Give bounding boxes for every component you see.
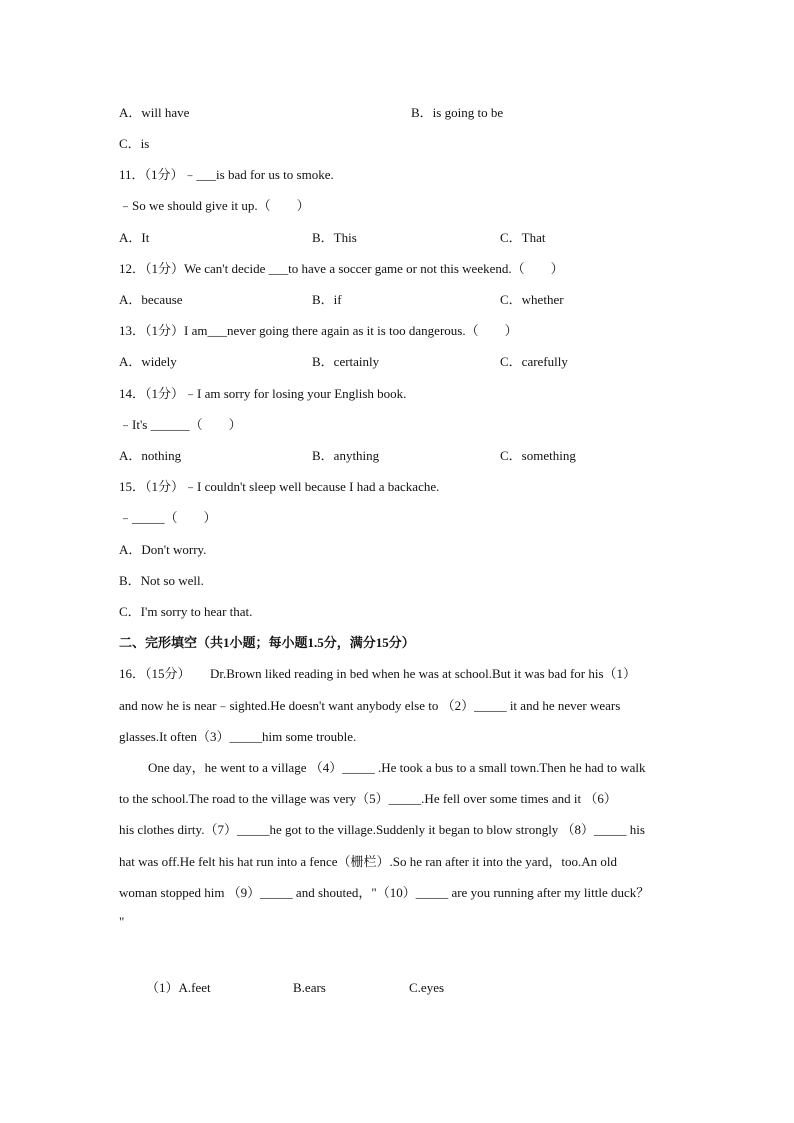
q16-blank1-option-c: C.eyes: [409, 980, 445, 995]
q15-stem-reply: ﹣_____（ ）: [119, 510, 217, 525]
q12-option-a: A．because: [119, 292, 183, 307]
q15-option-b: B．Not so well.: [119, 573, 204, 588]
q16-passage-line-6: his clothes dirty.（7）_____he got to the village.Suddenly it began to blow strongly （8）_____ his: [119, 822, 645, 837]
q13-option-a: A．widely: [119, 354, 177, 369]
q14-stem-reply: ﹣It's ______（ ）: [119, 417, 242, 432]
q16-passage-line-7: hat was off.He felt his hat run into a fence（栅栏）.So he ran after it into the yard，too.An old: [119, 854, 617, 869]
q12-stem: 12．（1分）We can't decide ___to have a soccer game or not this weekend.（ ）: [119, 261, 564, 276]
q16-passage-line-2: and now he is near﹣sighted.He doesn't want anybody else to （2）_____ it and he never wears: [119, 698, 621, 713]
q16-passage-line-4: One day，he went to a village （4）_____ .He took a bus to a small town.Then he had to walk: [148, 760, 646, 775]
q16-passage-line-5: to the school.The road to the village was very（5）_____.He fell over some times and it （6）: [119, 791, 617, 806]
q14-option-c: C．something: [500, 448, 576, 463]
q13-stem: 13．（1分）I am___never going there again as it is too dangerous.（ ）: [119, 323, 518, 338]
q16-blank1-option-b: B.ears: [293, 980, 326, 995]
q11-option-b: B．This: [312, 230, 357, 245]
q16-passage-line-1: 16．（15分） Dr.Brown liked reading in bed when he was at school.But it was bad for his（1）: [119, 666, 637, 681]
q10-option-a: A．will have: [119, 105, 190, 120]
q10-option-b: B．is going to be: [411, 105, 504, 120]
q11-option-c: C．That: [500, 230, 546, 245]
section-heading-cloze: 二、完形填空（共1小题；每小题1.5分，满分15分）: [119, 635, 415, 650]
q15-stem: 15．（1分）﹣I couldn't sleep well because I had a backache.: [119, 479, 440, 494]
q16-passage-line-9: ": [119, 914, 125, 929]
q13-option-b: B．certainly: [312, 354, 380, 369]
q16-passage-line-3: glasses.It often（3）_____him some trouble.: [119, 729, 357, 744]
q10-option-c: C．is: [119, 136, 150, 151]
q12-option-b: B．if: [312, 292, 342, 307]
q14-option-a: A．nothing: [119, 448, 182, 463]
q11-stem: 11．（1分）﹣___is bad for us to smoke.: [119, 167, 334, 182]
q14-stem: 14．（1分）﹣I am sorry for losing your English book.: [119, 386, 407, 401]
q16-blank1-option-a: （1）A.feet: [146, 980, 211, 995]
q11-option-a: A．It: [119, 230, 150, 245]
q11-stem-reply: ﹣So we should give it up.（ ）: [119, 198, 310, 213]
q16-passage-line-8: woman stopped him （9）_____ and shouted，"（10）_____ are you running after my little duck？: [119, 885, 650, 900]
q15-option-a: A．Don't worry.: [119, 542, 207, 557]
q13-option-c: C．carefully: [500, 354, 568, 369]
q12-option-c: C．whether: [500, 292, 564, 307]
q15-option-c: C．I'm sorry to hear that.: [119, 604, 253, 619]
q14-option-b: B．anything: [312, 448, 380, 463]
